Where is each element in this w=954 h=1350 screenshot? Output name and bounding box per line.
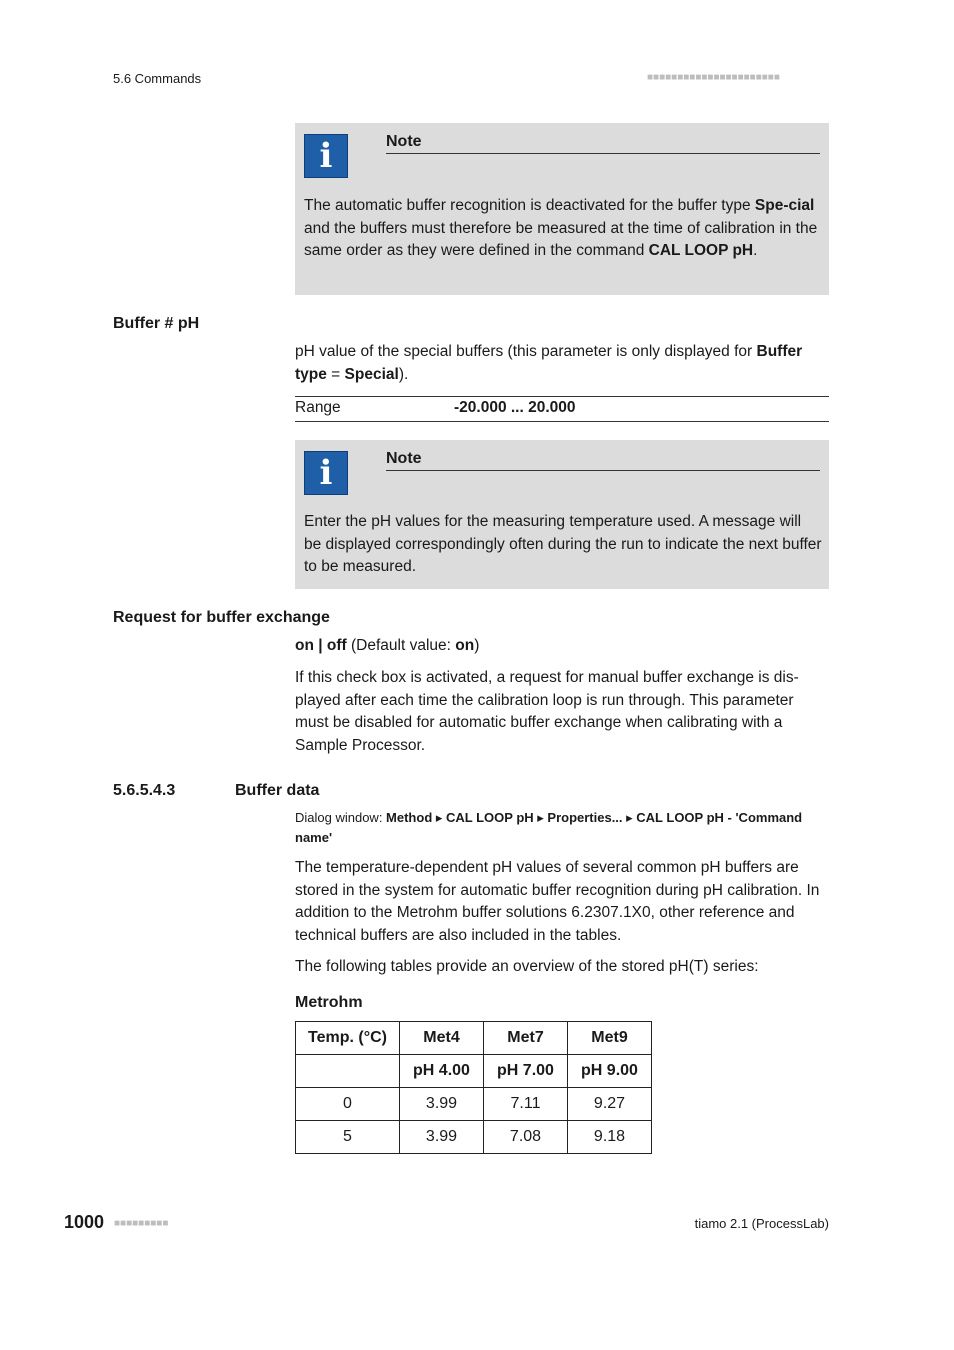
- table-cell: 5: [296, 1121, 400, 1154]
- metrohm-buffer-table: [295, 1021, 652, 1154]
- table-cell: 7.08: [484, 1121, 568, 1154]
- table-cell: 3.99: [400, 1088, 484, 1121]
- table-row: [296, 1121, 652, 1154]
- table-header-row: [296, 1022, 652, 1055]
- table-header-cell: Temp. (°C): [296, 1022, 400, 1055]
- note-box-buffer-recognition: [295, 123, 829, 295]
- parameter-options: on | off (Default value: on): [295, 637, 480, 654]
- page-number: 1000: [64, 1212, 105, 1232]
- buffer-data-intro: The following tables provide an overview of the stored pH(T) series:: [295, 958, 759, 975]
- table-cell: 9.27: [568, 1088, 652, 1121]
- parameter-heading-request-buffer-exchange: Request for buffer exchange: [113, 609, 330, 626]
- table-header-row: [296, 1055, 652, 1088]
- section-title: Buffer data: [235, 782, 320, 799]
- table-cell: 3.99: [400, 1121, 484, 1154]
- table-header-cell: [296, 1055, 400, 1088]
- note-text: Enter the pH values for the measuring temperature used. A message will be displayed correspondingly often during the run to indicate the next buffer to be measured.: [304, 513, 822, 575]
- parameter-description: pH value of the special buffers (this parameter is only displayed for Buffer type = Special).: [295, 343, 803, 383]
- info-icon: i: [304, 451, 348, 495]
- table-header-cell: Met4: [400, 1022, 484, 1055]
- buffer-data-paragraph: The temperature-dependent pH values of several common pH buffers are stored in the system for automatic buffer recognition during pH calibration. In addition to the Metrohm buffer solutions 6.2307.1X0, other reference and technical buffers are also included in the tables.: [295, 859, 820, 944]
- note-text: The automatic buffer recognition is deactivated for the buffer type Spe-cial and the buffers must therefore be measured at the time of calibration in the same order as they were defined in the command CAL LOOP pH.: [304, 197, 818, 259]
- table-cell: 7.11: [484, 1088, 568, 1121]
- range-value: -20.000 ... 20.000: [454, 399, 576, 416]
- table-header-cell: pH 7.00: [484, 1055, 568, 1088]
- table-header-cell: Met7: [484, 1022, 568, 1055]
- table-header-cell: Met9: [568, 1022, 652, 1055]
- running-header-dots: ■■■■■■■■■■■■■■■■■■■■■■: [647, 72, 780, 83]
- running-header-section: 5.6 Commands: [113, 71, 202, 86]
- note-title: Note: [386, 450, 820, 471]
- table-header-cell: pH 4.00: [400, 1055, 484, 1088]
- range-label: Range: [295, 399, 341, 416]
- footer-product: tiamo 2.1 (ProcessLab): [694, 1216, 829, 1231]
- table-cell: 9.18: [568, 1121, 652, 1154]
- note-box-measuring-temperature: [295, 440, 829, 589]
- parameter-heading-buffer-ph: Buffer # pH: [113, 315, 200, 332]
- dialog-window-path: Dialog window: Method ▸ CAL LOOP pH ▸ Properties... ▸ CAL LOOP pH - 'Command name': [295, 810, 803, 845]
- table-header-cell: pH 9.00: [568, 1055, 652, 1088]
- footer-dots: ■■■■■■■■■: [114, 1218, 169, 1229]
- note-title: Note: [386, 133, 820, 154]
- table-title: Metrohm: [295, 994, 363, 1011]
- info-icon: i: [304, 134, 348, 178]
- parameter-description: If this check box is activated, a request for manual buffer exchange is dis-played after each time the calibration loop is run through. This parameter must be disabled for automatic buffer exchange when calibrating with a Sample Processor.: [295, 669, 799, 754]
- table-cell: 0: [296, 1088, 400, 1121]
- range-row: [295, 396, 829, 422]
- table-row: [296, 1088, 652, 1121]
- section-number: 5.6.5.4.3: [113, 782, 176, 799]
